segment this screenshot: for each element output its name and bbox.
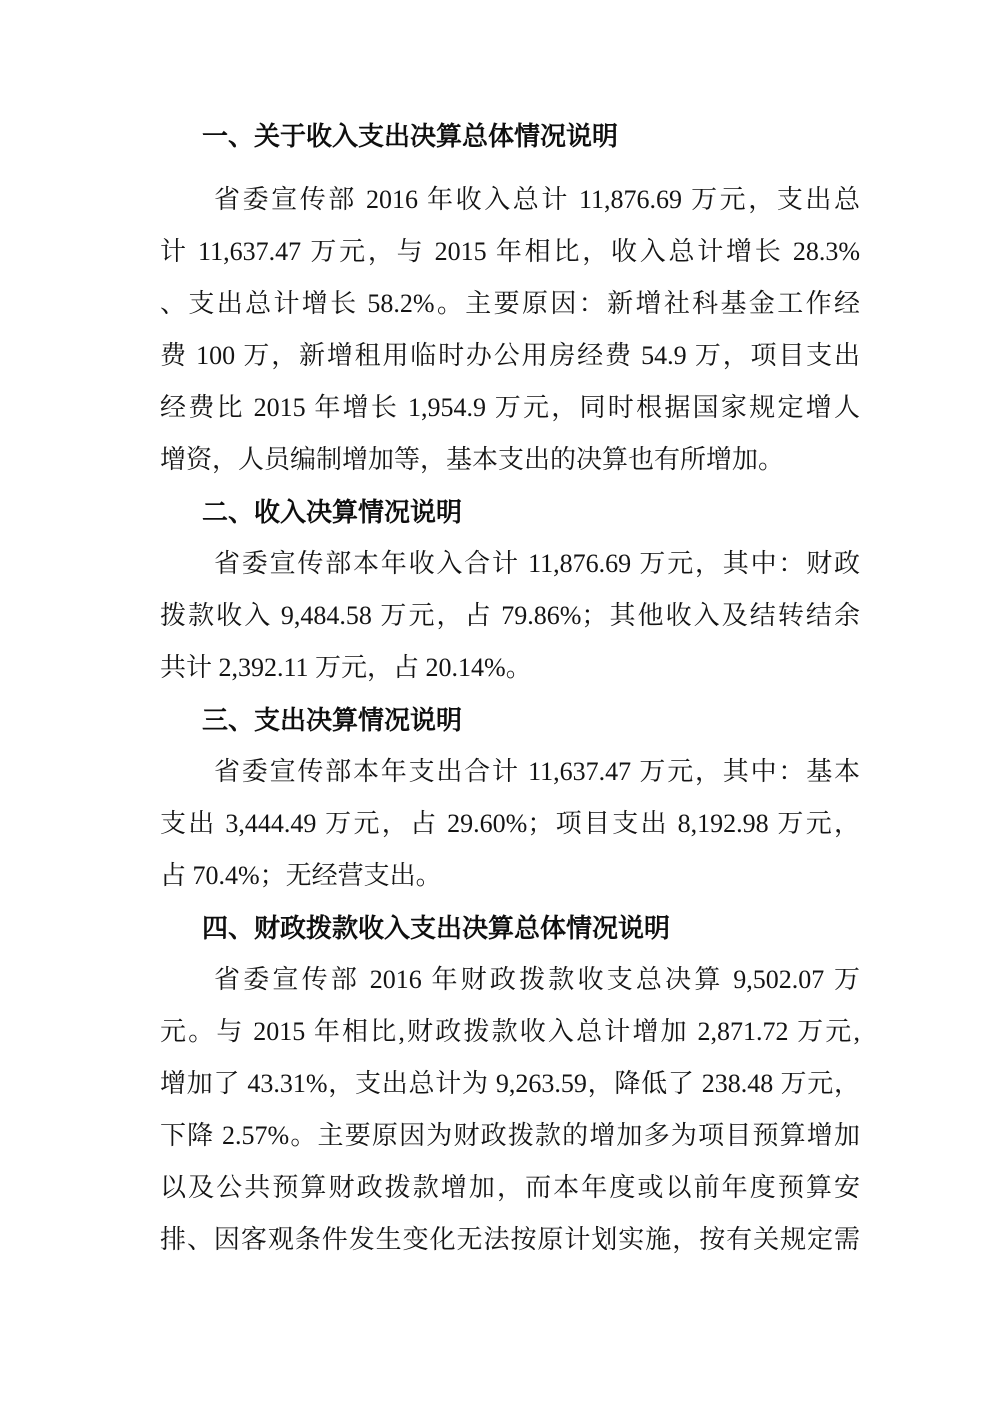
section-2-line-3: 共计 2,392.11 万元，占 20.14%。 bbox=[160, 653, 532, 682]
section-1-heading: 一、关于收入支出决算总体情况说明 bbox=[202, 121, 619, 151]
section-4-line-1: 省委宣传部 2016 年财政拨款收支总决算 9,502.07 万 bbox=[214, 965, 860, 994]
section-3-heading: 三、支出决算情况说明 bbox=[202, 705, 463, 735]
section-1-line-3: 、支出总计增长 58.2%。主要原因：新增社科基金工作经 bbox=[160, 289, 860, 318]
section-1-line-2: 计 11,637.47 万元，与 2015 年相比，收入总计增长 28.3% bbox=[160, 237, 860, 266]
section-4-line-5: 以及公共预算财政拨款增加，而本年度或以前年度预算安 bbox=[160, 1173, 860, 1202]
section-4-line-3: 增加了 43.31%，支出总计为 9,263.59，降低了 238.48 万元， bbox=[160, 1069, 860, 1098]
section-4-line-4: 下降 2.57%。主要原因为财政拨款的增加多为项目预算增加 bbox=[160, 1121, 860, 1150]
section-1-line-4: 费 100 万，新增租用临时办公用房经费 54.9 万，项目支出 bbox=[160, 341, 860, 370]
section-1-line-5: 经费比 2015 年增长 1,954.9 万元，同时根据国家规定增人 bbox=[160, 393, 860, 422]
section-4-line-2: 元。与 2015 年相比,财政拨款收入总计增加 2,871.72 万元, bbox=[160, 1017, 860, 1046]
section-2-line-1: 省委宣传部本年收入合计 11,876.69 万元，其中：财政 bbox=[214, 549, 860, 578]
section-3-line-3: 占 70.4%；无经营支出。 bbox=[160, 861, 442, 890]
section-4-heading: 四、财政拨款收入支出决算总体情况说明 bbox=[202, 913, 671, 943]
section-3-line-2: 支出 3,444.49 万元，占 29.60%；项目支出 8,192.98 万元， bbox=[160, 809, 860, 838]
section-2-line-2: 拨款收入 9,484.58 万元，占 79.86%；其他收入及结转结余 bbox=[160, 601, 860, 630]
section-3-line-1: 省委宣传部本年支出合计 11,637.47 万元，其中：基本 bbox=[214, 757, 860, 786]
section-1-line-6: 增资，人员编制增加等，基本支出的决算也有所增加。 bbox=[160, 445, 785, 474]
document-body bbox=[160, 110, 860, 1266]
section-4-line-6: 排、因客观条件发生变化无法按原计划实施，按有关规定需 bbox=[160, 1225, 860, 1254]
section-1-line-1: 省委宣传部 2016 年收入总计 11,876.69 万元，支出总 bbox=[214, 185, 860, 214]
section-2-heading: 二、收入决算情况说明 bbox=[202, 497, 463, 527]
